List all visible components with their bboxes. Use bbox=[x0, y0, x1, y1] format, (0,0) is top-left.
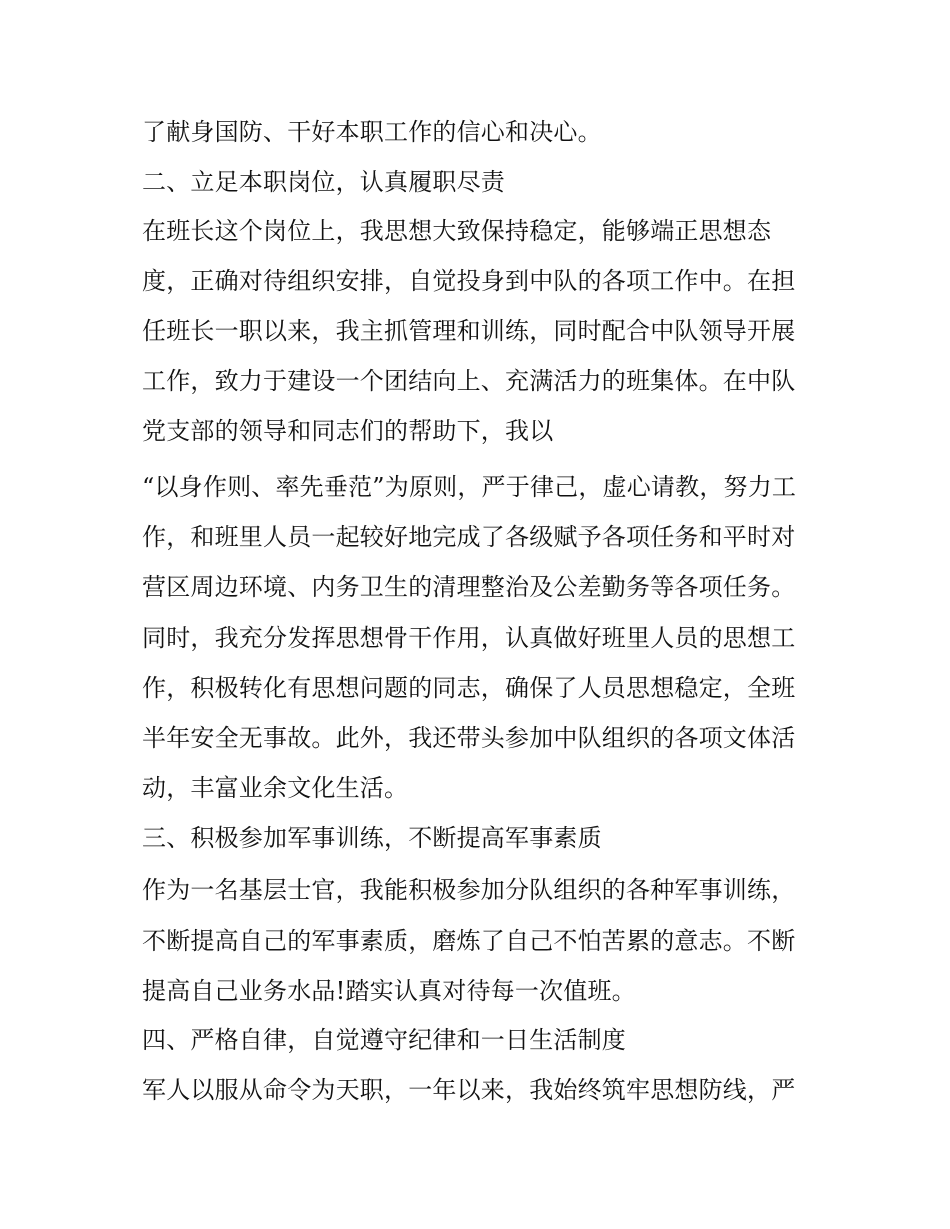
text-line: 不断提高自己的军事素质，磨炼了自己不怕苦累的意志。不断 bbox=[142, 927, 796, 955]
text-line: 动，丰富业余文化生活。 bbox=[142, 774, 409, 802]
text-line: 提高自己业务水品!踏实认真对待每一次值班。 bbox=[142, 977, 636, 1005]
text-line: 作，和班里人员一起较好地完成了各级赋予各项任务和平时对 bbox=[142, 523, 796, 551]
text-line: 营区周边环境、内务卫生的清理整治及公差勤务等各项任务。 bbox=[142, 573, 796, 601]
text-line: 党支部的领导和同志们的帮助下，我以 bbox=[142, 417, 554, 445]
text-line: 了献身国防、干好本职工作的信心和决心。 bbox=[142, 118, 602, 146]
text-line: 军人以服从命令为天职，一年以来，我始终筑牢思想防线，严 bbox=[142, 1076, 796, 1104]
section-heading: 四、严格自律，自觉遵守纪律和一日生活制度 bbox=[142, 1026, 626, 1054]
section-heading: 三、积极参加军事训练，不断提高军事素质 bbox=[142, 824, 602, 852]
text-line: 作，积极转化有思想问题的同志，确保了人员思想稳定，全班 bbox=[142, 674, 796, 702]
text-line: 工作，致力于建设一个团结向上、充满活力的班集体。在中队 bbox=[142, 367, 796, 395]
text-line: 作为一名基层士官，我能积极参加分队组织的各种军事训练， bbox=[142, 876, 796, 904]
text-line: 同时，我充分发挥思想骨干作用，认真做好班里人员的思想工 bbox=[142, 624, 796, 652]
text-line: 任班长一职以来，我主抓管理和训练，同时配合中队领导开展 bbox=[142, 317, 796, 345]
text-line: “以身作则、率先垂范”为原则，严于律己，虚心请教，努力工 bbox=[142, 473, 797, 501]
text-line: 在班长这个岗位上，我思想大致保持稳定，能够端正思想态 bbox=[142, 217, 772, 245]
text-line: 半年安全无事故。此外，我还带头参加中队组织的各项文体活 bbox=[142, 724, 796, 752]
section-heading: 二、立足本职岗位，认真履职尽责 bbox=[142, 168, 505, 196]
text-line: 度，正确对待组织安排，自觉投身到中队的各项工作中。在担 bbox=[142, 267, 796, 295]
